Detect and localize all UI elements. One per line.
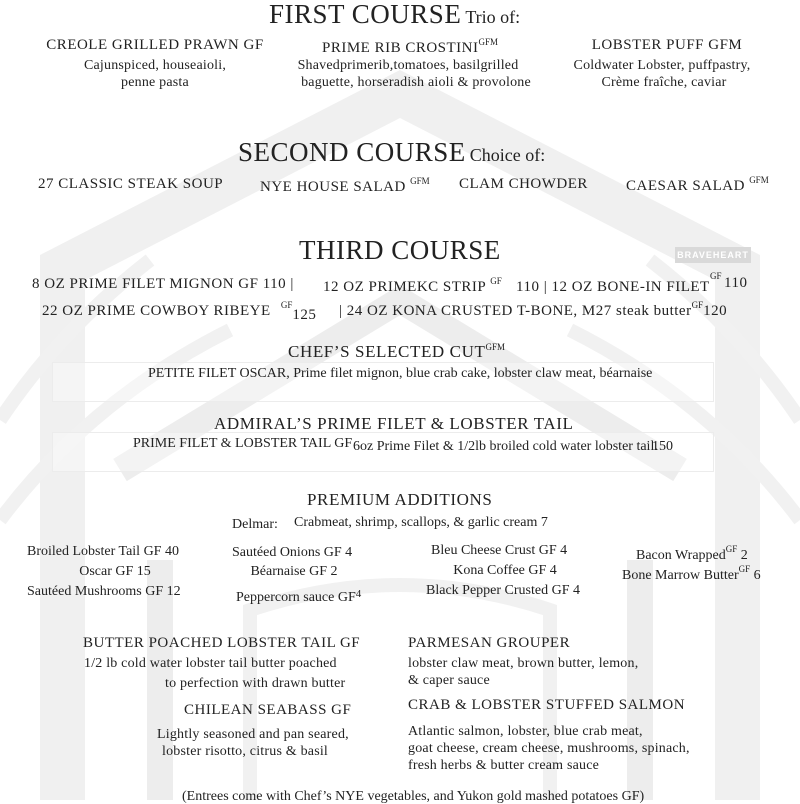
entree-butter-poached-desc2: to perfection with drawn butter [165,676,346,691]
third-line-2-a [42,300,317,323]
third-line-2-b [339,301,727,319]
addition-col4-1 [636,545,748,563]
addition-col2-3-text: Peppercorn sauce GF [236,590,356,605]
third-line-2-b-price: 120 [703,303,728,319]
entree-salmon-title: CRAB & LOBSTER STUFFED SALMON [408,697,686,713]
entree-butter-poached-title: BUTTER POACHED LOBSTER TAIL GF [83,635,361,651]
addition-col3-3: Black Pepper Crusted GF 4 [426,583,580,598]
admiral-price: 150 [652,439,673,454]
addition-col2-2: Béarnaise GF 2 [250,564,338,579]
addition-col3-1: Bleu Cheese Crust GF 4 [431,543,568,558]
entree-chilean-title: CHILEAN SEABASS GF [184,702,352,718]
first-course-heading [269,1,520,28]
third-line-1-b-tag: GF [490,276,502,286]
entree-chilean-desc1: Lightly seasoned and pan seared, [157,727,349,742]
first-item-desc-1b: penne pasta [121,75,189,90]
entree-chilean-desc2: lobster risotto, citrus & basil [162,744,329,759]
premium-title: PREMIUM ADDITIONS [307,490,493,509]
second-item-2-tag: GFM [410,176,430,186]
second-course-subtitle: Choice of: [469,145,546,165]
addition-col4-2-tag: GF [738,564,751,574]
addition-col3-2: Kona Coffee GF 4 [453,563,557,578]
second-item-1: 27 CLASSIC STEAK SOUP [38,176,224,192]
addition-col4-1-price: 2 [740,548,748,563]
third-line-2-b-text: | 24 OZ KONA CRUSTED T-BONE, M27 steak butter [339,303,692,319]
second-item-4-tag: GFM [749,175,769,185]
third-line-1-b-price: 110 | 12 OZ BONE-IN FILET [516,279,710,295]
admiral-name: PRIME FILET & LOBSTER TAIL GF [133,436,353,451]
third-line-2-b-tag: GF [691,300,704,310]
second-course-heading [238,139,545,166]
first-item-name-2 [322,38,498,56]
entree-salmon-desc2: goat cheese, cream cheese, mushrooms, spinach, [408,741,690,756]
third-line-1-c-tag-text: GF [710,271,722,281]
entree-butter-poached-desc1: 1/2 lb cold water lobster tail butter poached [84,656,337,671]
addition-col4-1-tag: GF [725,544,738,554]
chef-cut-title-text: CHEF’S SELECTED CUT [288,342,486,361]
first-item-name-2-text: PRIME RIB CROSTINI [321,40,479,56]
second-item-4-text: CAESAR SALAD [626,178,745,194]
footer-note: (Entrees come with Chef’s NYE vegetables, and Yukon gold mashed potatoes GF) [182,789,645,804]
first-item-name-1: CREOLE GRILLED PRAWN GF [46,37,264,53]
third-line-1-a: 8 OZ PRIME FILET MIGNON GF 110 | [32,276,294,292]
second-item-2 [260,177,430,195]
third-line-2-a-text: 22 OZ PRIME COWBOY RIBEYE [42,303,271,319]
addition-col4-1-name: Bacon Wrapped [636,548,726,563]
first-item-desc-2a: Shavedprimerib,tomatoes, basilgrilled [297,58,519,73]
first-item-desc-1a: Cajunspiced, houseaioli, [83,58,227,73]
first-item-desc-3b: Crème fraîche, caviar [601,75,727,90]
addition-col4-2-name: Bone Marrow Butter [622,568,739,583]
third-line-1-b-text: 12 OZ PRIMEKC STRIP [323,279,487,295]
addition-col2-3 [236,589,361,605]
second-course-title: SECOND COURSE [238,137,466,167]
first-item-desc-2b: baguette, horseradish aioli & provolone [301,75,531,90]
admiral-desc: 6oz Prime Filet & 1/2lb broiled cold water lobster tail. [353,439,658,454]
first-item-name-3: LOBSTER PUFF GFM [591,37,743,53]
second-item-4 [626,176,769,194]
entree-salmon-desc1: Atlantic salmon, lobster, blue crab meat, [408,724,643,739]
third-line-2-a-tag: GF [280,300,293,310]
addition-col2-3-price: 4 [355,588,362,600]
third-line-1-c-tag [710,268,722,283]
entree-parmesan-desc2: & caper sauce [408,673,490,688]
first-course-subtitle: Trio of: [465,7,521,27]
brand-logo: BRAVEHEART [675,247,751,263]
second-item-3: CLAM CHOWDER [459,176,588,192]
chef-cut-title [288,343,505,360]
third-line-2-a-price: 125 [292,307,317,323]
admiral-title: ADMIRAL’S PRIME FILET & LOBSTER TAIL [214,414,574,433]
delmar-desc: Crabmeat, shrimp, scallops, & garlic cream 7 [294,515,548,530]
third-course-title: THIRD COURSE [299,235,501,265]
addition-col4-2-price: 6 [753,568,761,583]
delmar-label: Delmar: [232,517,278,532]
chef-cut-tag: GFM [485,342,505,352]
entree-parmesan-title: PARMESAN GROUPER [408,635,571,651]
second-item-2-text: NYE HOUSE SALAD [260,179,406,195]
chef-cut-desc: PETITE FILET OSCAR, Prime filet mignon, blue crab cake, lobster claw meat, béarnaise [148,366,653,381]
first-course-title: FIRST COURSE [269,0,462,29]
third-line-1-b [323,277,710,295]
addition-col1-3: Sautéed Mushrooms GF 12 [27,584,181,599]
addition-col2-1: Sautéed Onions GF 4 [232,545,353,560]
entree-parmesan-desc1: lobster claw meat, brown butter, lemon, [408,656,639,671]
first-item-desc-3a: Coldwater Lobster, puffpastry, [573,58,751,73]
entree-salmon-desc3: fresh herbs & butter cream sauce [408,758,600,773]
third-line-1-c-price: 110 [724,275,748,291]
first-item-tag-2: GFM [478,37,499,47]
addition-col1-1: Broiled Lobster Tail GF 40 [27,544,179,559]
addition-col1-2: Oscar GF 15 [79,564,151,579]
addition-col4-2 [622,565,761,583]
